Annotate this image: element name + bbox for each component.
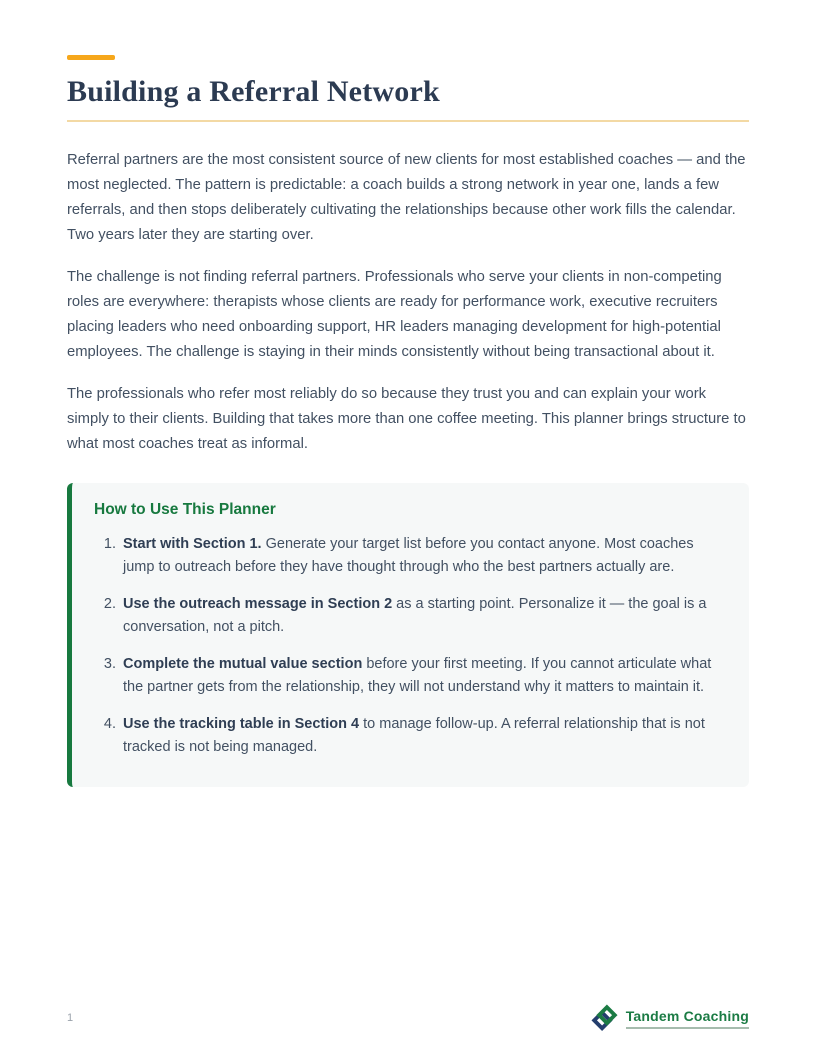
intro-paragraph-1: Referral partners are the most consistent source of new clients for most established coaches — and the most neglected. The pattern is predictable: a coach builds a strong network in year one, lands a few referrals, and then stops deliberately cultivating the relationships because other work fills the calendar. Two years later they are starting over.: [67, 151, 746, 243]
page-title: Building a Referral Network: [67, 76, 749, 122]
brand-logo: [590, 1004, 749, 1032]
callout-item-1: [120, 533, 723, 579]
callout-item-4: [120, 713, 723, 759]
intro-section: [67, 148, 749, 457]
callout-item-4-body: to manage follow-up. A referral relationship that is not tracked is not being managed.: [123, 715, 705, 755]
page-footer: [67, 1004, 749, 1032]
intro-paragraph-3: The professionals who refer most reliably do so because they trust you and can explain your work simply to their clients. Building that takes more than one coffee meeting. This planner brings structure to what most coaches treat as informal.: [67, 385, 746, 452]
callout-item-3-body: before your first meeting. If you cannot articulate what the partner gets from the relationship, they will not understand why it matters to maintain it.: [123, 655, 712, 695]
callout-item-2-lead: Use the outreach message in Section 2: [123, 595, 393, 612]
callout-item-2-body: as a starting point. Personalize it — the goal is a conversation, not a pitch.: [123, 595, 707, 635]
callout-list: [94, 533, 723, 759]
callout-item-2: [120, 593, 723, 639]
tandem-diamonds-icon: [590, 1004, 619, 1032]
callout-item-4-lead: Use the tracking table in Section 4: [123, 715, 360, 732]
brand-name: Tandem Coaching: [626, 1008, 749, 1029]
accent-bar: [67, 55, 115, 60]
how-to-use-callout: [67, 483, 749, 787]
page-number: 1: [67, 1012, 74, 1024]
page-header: [67, 55, 749, 122]
callout-item-1-lead: Start with Section 1.: [123, 535, 262, 552]
callout-item-3-lead: Complete the mutual value section: [123, 655, 363, 672]
callout-item-3: [120, 653, 723, 699]
callout-item-1-body: Generate your target list before you contact anyone. Most coaches jump to outreach before they have thought through who the best partners actually are.: [123, 535, 694, 575]
callout-heading: How to Use This Planner: [94, 500, 276, 518]
intro-paragraph-2: The challenge is not finding referral partners. Professionals who serve your clients in non-competing roles are everywhere: therapists whose clients are ready for performance work, executive recruiters placing leaders who need onboarding support, HR leaders managing development for high-potential employees. The challenge is staying in their minds consistently without being transactional about it.: [67, 268, 722, 360]
